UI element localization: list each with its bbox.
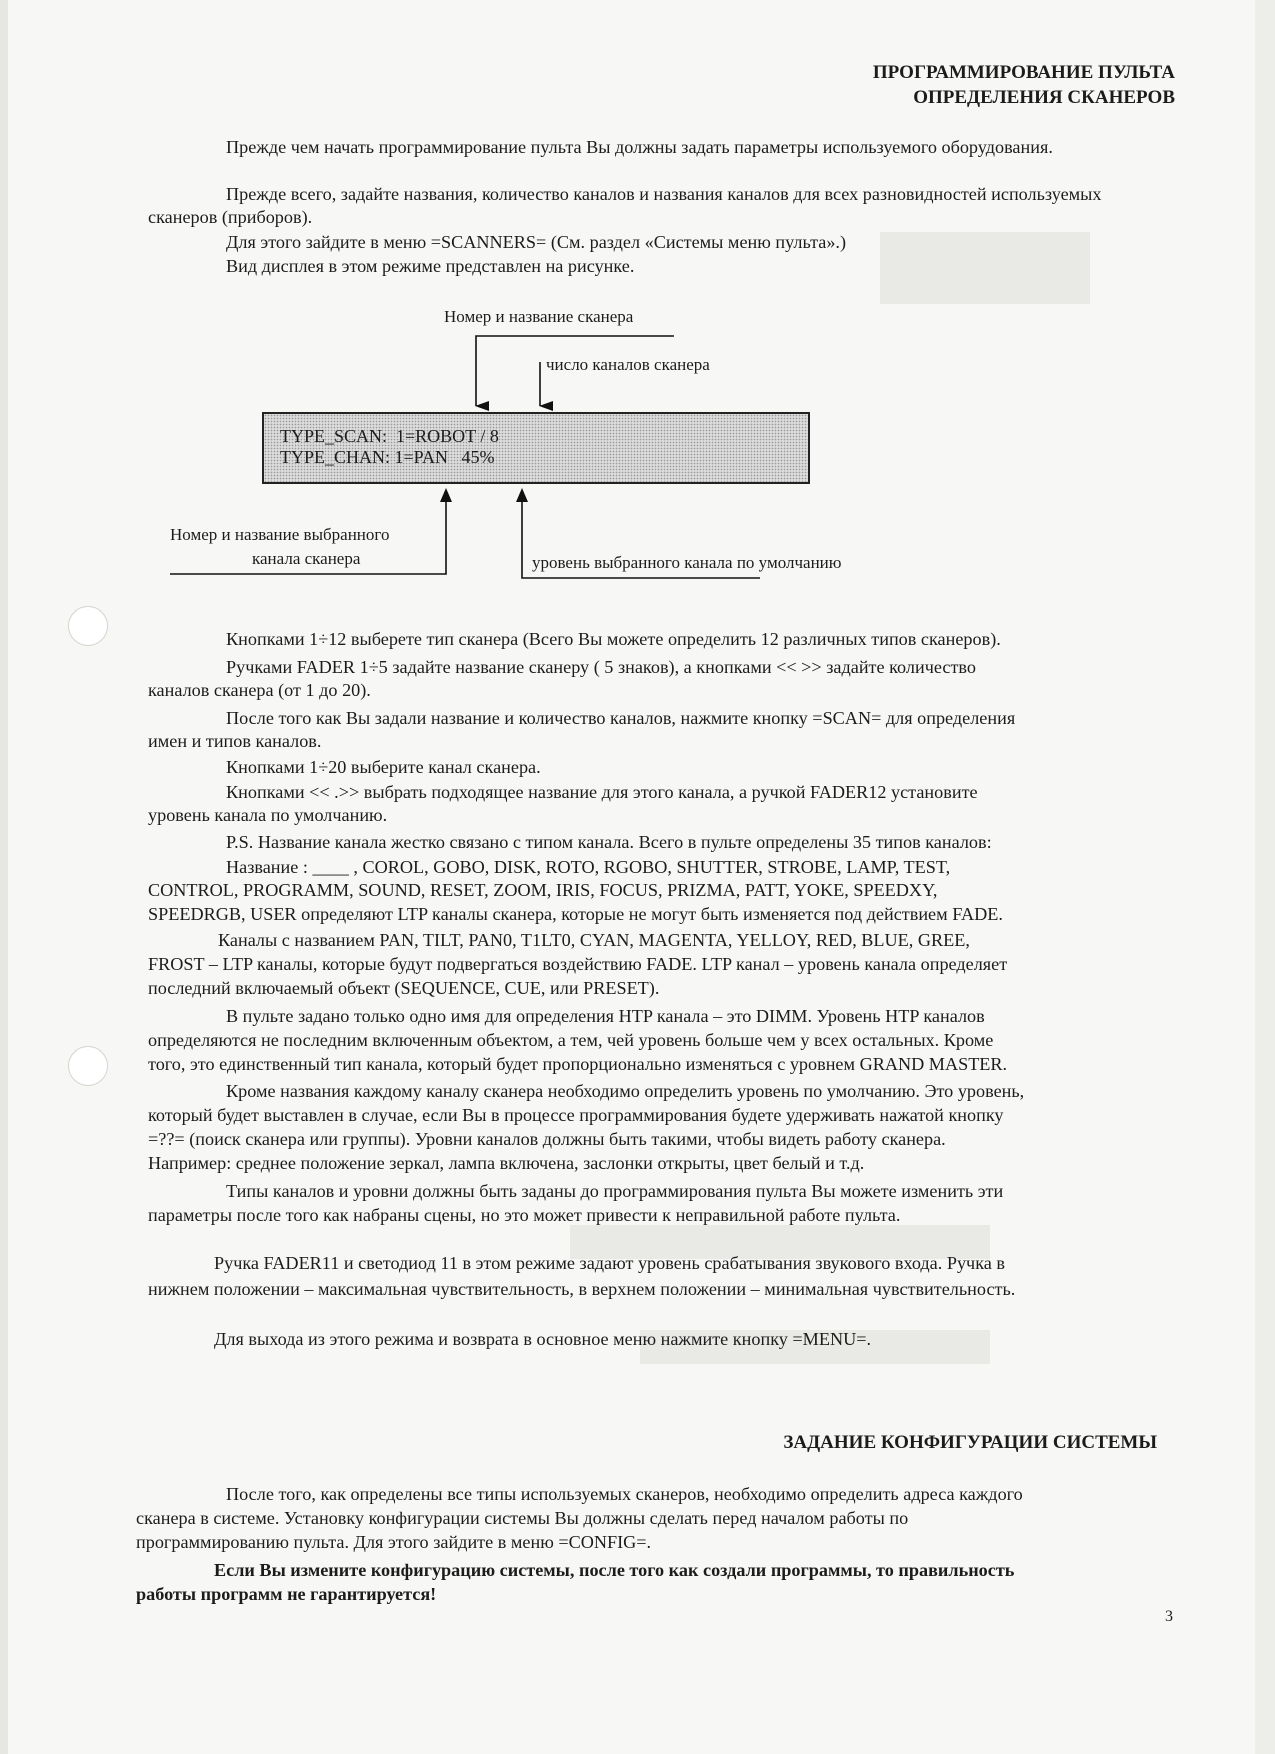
config-paragraph-1c: программированию пульта. Для этого зайдите в меню =CONFIG=. (136, 1532, 652, 1552)
config-warning-a: Если Вы измените конфигурацию системы, после того как создали программы, то правильность (214, 1560, 1015, 1580)
body-paragraph-10b: который будет выставлен в случае, если Вы в процессе программирования будете удерживать нажатой кнопку (148, 1105, 1004, 1125)
body-paragraph-5a: Кнопками << .>> выбрать подходящее название для этого канала, а ручкой FADER12 установите (226, 782, 978, 802)
label-channel-name-2: канала сканера (252, 549, 361, 568)
body-paragraph-13: Для выхода из этого режима и возврата в основное меню нажмите кнопку =MENU=. (214, 1329, 872, 1349)
body-paragraph-3a: После того как Вы задали название и количество каналов, нажмите кнопку =SCAN= для определения (226, 708, 1016, 728)
body-paragraph-2a: Ручками FADER 1÷5 задайте название сканеру ( 5 знаков), а кнопками << >> задайте количество (226, 657, 976, 677)
config-warning-b: работы программ не гарантируется! (136, 1584, 437, 1604)
body-paragraph-7a: Название : ____ , COROL, GOBO, DISK, ROTO, RGOBO, SHUTTER, STROBE, LAMP, TEST, (226, 857, 951, 877)
display-line-2: TYPE_CHAN: 1=PAN 45% (280, 447, 495, 467)
body-paragraph-2b: каналов сканера (от 1 до 20). (148, 680, 371, 700)
body-paragraph-8a: Каналы с названием PAN, TILT, PAN0, T1LT0, CYAN, MAGENTA, YELLOY, RED, BLUE, GREE, (218, 930, 970, 950)
body-paragraph-9b: определяются не последним включенным объектом, а тем, чей уровень больше чем у всех остальных. Кроме (148, 1030, 994, 1050)
body-paragraph-12a: Ручка FADER11 и светодиод 11 в этом режиме задают уровень срабатывания звукового входа. Ручка в (214, 1253, 1005, 1273)
page-header (873, 60, 1175, 110)
arrowhead-default-level (516, 488, 528, 502)
body-paragraph-12b: нижнем положении – максимальная чувствительность, в верхнем положении – минимальная чувствительность. (148, 1279, 1016, 1299)
body-paragraph-7c: SPEEDRGB, USER определяют LTP каналы сканера, которые не могут быть изменяется под действием FADE. (148, 904, 1003, 924)
header-line-1: ПРОГРАММИРОВАНИЕ ПУЛЬТА (872, 62, 1175, 83)
body-paragraph-1: Кнопками 1÷12 выберете тип сканера (Всего Вы можете определить 12 различных типов сканеров). (226, 629, 1001, 649)
display-line-1: TYPE_SCAN: 1=ROBOT / 8 (280, 426, 499, 446)
body-paragraph-10c: =??= (поиск сканера или группы). Уровни каналов должны быть такими, чтобы видеть работу сканера. (148, 1129, 946, 1149)
body-paragraph-8b: FROST – LTP каналы, которые будут подвергаться воздействию FADE. LTP канал – уровень канала определяет (148, 954, 1008, 974)
label-channel-count: число каналов сканера (546, 355, 710, 374)
config-paragraph-1a: После того, как определены все типы используемых сканеров, необходимо определить адреса каждого (226, 1484, 1023, 1504)
intro-paragraph-2: Прежде всего, задайте названия, количество каналов и названия каналов для всех разновидностей используемых сканеров (приборов). (148, 184, 1102, 227)
label-channel-name-1: Номер и название выбранного (170, 525, 390, 544)
page-number: 3 (1165, 1608, 1173, 1625)
header-line-2: ОПРЕДЕЛЕНИЯ СКАНЕРОВ (913, 87, 1175, 108)
scan-edge-left (0, 0, 8, 1754)
body-paragraph-9a: В пульте задано только одно имя для определения HTP канала – это DIMM. Уровень HTP каналов (226, 1006, 985, 1026)
body-paragraph-10d: Например: среднее положение зеркал, лампа включена, заслонки открыты, цвет белый и т.д. (148, 1153, 865, 1173)
label-default-level: уровень выбранного канала по умолчанию (532, 553, 842, 572)
intro-paragraph-4: Вид дисплея в этом режиме представлен на рисунке. (226, 256, 635, 276)
body-paragraph-7b: CONTROL, PROGRAMM, SOUND, RESET, ZOOM, IRIS, FOCUS, PRIZMA, PATT, YOKE, SPEEDXY, (148, 880, 938, 900)
body-paragraph-3b: имен и типов каналов. (148, 731, 322, 751)
body-paragraph-5b: уровень канала по умолчанию. (148, 805, 388, 825)
arrowhead-channel-name (440, 488, 452, 502)
body-paragraph-11a: Типы каналов и уровни должны быть заданы до программирования пульта Вы можете изменить эти (226, 1181, 1004, 1201)
label-scanner-name: Номер и название сканера (444, 307, 634, 326)
config-paragraph-1b: сканера в системе. Установку конфигурации системы Вы должны сделать перед началом работы по (136, 1508, 909, 1528)
body-paragraph-4: Кнопками 1÷20 выберите канал сканера. (226, 757, 541, 777)
section-title-config: ЗАДАНИЕ КОНФИГУРАЦИИ СИСТЕМЫ (783, 1432, 1157, 1453)
lcd-display (262, 412, 810, 484)
body-paragraph-9c: того, это единственный тип канала, который будет пропорционально изменяться с уровнем GRAND MASTER. (148, 1054, 1008, 1074)
body-paragraph-10a: Кроме названия каждому каналу сканера необходимо определить уровень по умолчанию. Это уровень, (226, 1081, 1025, 1101)
body-paragraph-11b: параметры после того как набраны сцены, но это может привести к неправильной работе пульта. (148, 1205, 901, 1225)
scan-edge-right (1255, 0, 1275, 1754)
punch-hole-top (68, 606, 108, 646)
punch-hole-bottom (68, 1046, 108, 1086)
intro-paragraph-3: Для этого зайдите в меню =SCANNERS= (См. раздел «Системы меню пульта».) (226, 232, 847, 252)
intro-paragraph-1: Прежде чем начать программирование пульта Вы должны задать параметры используемого оборудования. (226, 137, 1053, 157)
body-paragraph-6: P.S. Название канала жестко связано с типом канала. Всего в пульте определены 35 типов каналов: (226, 832, 992, 852)
body-paragraph-8c: последний включаемый объект (SEQUENCE, CUE, или PRESET). (148, 978, 660, 998)
